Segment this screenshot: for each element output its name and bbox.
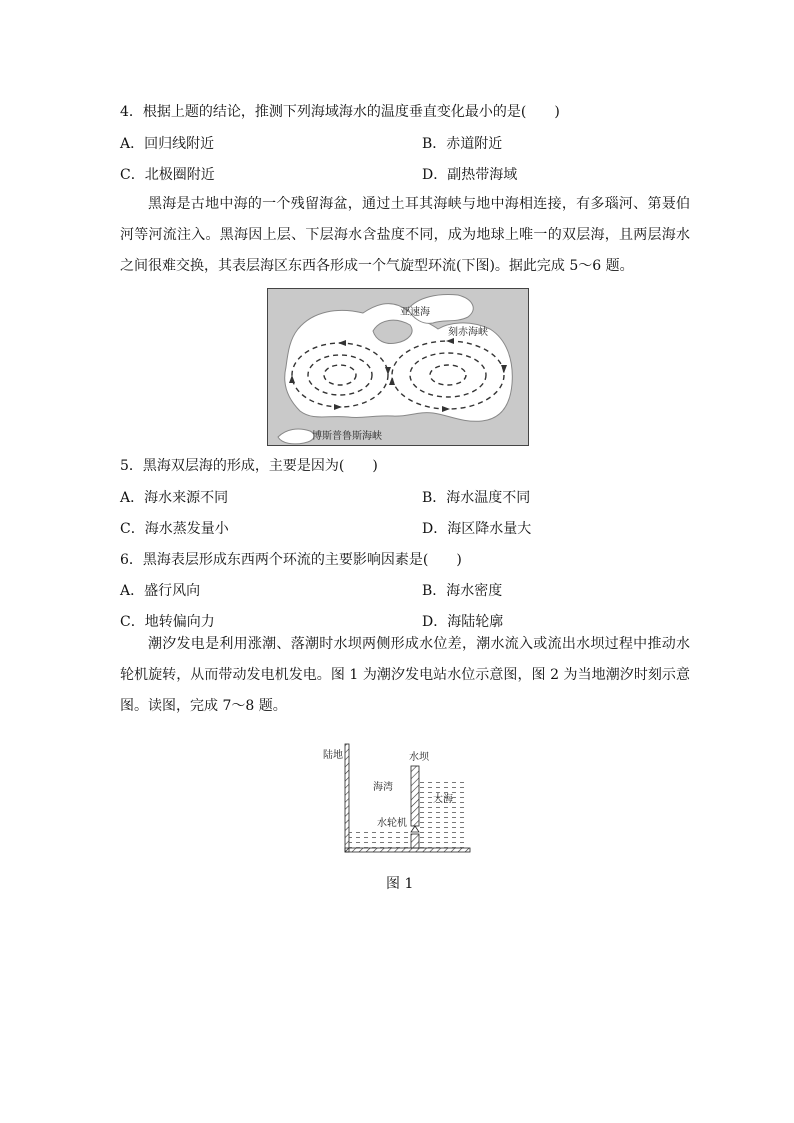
bosporus-strait-label: 博斯普鲁斯海峡: [312, 431, 382, 442]
passage-black-sea: 黑海是古地中海的一个残留海盆，通过土耳其海峡与地中海相连接，有多瑙河、第聂伯河等河流注入。黑海因上层、下层海水含盐度不同，成为地球上唯一的双层海，且两层海水之间很难交换，其表层海区东西各形成一个气旋型环流(下图)。据此完成 5～6 题。: [120, 196, 690, 274]
q5-option-a: A．海水来源不同: [120, 490, 229, 506]
q6-option-d: D．海陆轮廓: [422, 614, 504, 630]
black-sea-map-svg: [268, 289, 528, 445]
q4-option-a: A．回归线附近: [120, 136, 215, 152]
dam-base: [411, 834, 419, 848]
tidal-station-figure: [315, 740, 475, 860]
passage-tidal-power: 潮汐发电是利用涨潮、落潮时水坝两侧形成水位差，潮水流入或流出水坝过程中推动水轮机旋转，从而带动发电机发电。图 1 为潮汐发电站水位示意图，图 2 为当地潮汐时刻示意图。读图，完成 7～8 题。: [120, 636, 690, 714]
marmara-sea-water: [278, 429, 314, 444]
tidal-station-svg: [315, 740, 475, 860]
bay-label: 海湾: [373, 782, 393, 793]
turbine-label: 水轮机: [377, 818, 407, 829]
sea-label: 大海: [433, 794, 453, 805]
q4-option-c: C．北极圈附近: [120, 167, 215, 183]
bay-water: [349, 832, 411, 848]
land-wall: [345, 744, 349, 852]
q5-option-b: B．海水温度不同: [422, 490, 531, 506]
q6-option-b: B．海水密度: [422, 583, 503, 599]
kerch-strait-label: 刻赤海峡: [448, 327, 488, 338]
question-5-stem: 5．黑海双层海的形成，主要是因为( ): [120, 458, 378, 474]
q4-option-b: B．赤道附近: [422, 136, 503, 152]
dam: [411, 766, 419, 826]
question-6-stem: 6．黑海表层形成东西两个环流的主要影响因素是( ): [120, 552, 462, 568]
sea-water: [419, 782, 467, 848]
black-sea-map: [267, 288, 529, 446]
land-label: 陆地: [323, 750, 343, 761]
q5-option-d: D．海区降水量大: [422, 521, 532, 537]
q5-option-c: C．海水蒸发量小: [120, 521, 229, 537]
q6-option-c: C．地转偏向力: [120, 614, 215, 630]
azov-sea-label: 亚速海: [400, 307, 430, 318]
q6-option-a: A．盛行风向: [120, 583, 201, 599]
dam-label: 水坝: [409, 752, 429, 763]
q4-option-d: D．副热带海域: [422, 167, 518, 183]
seabed: [345, 848, 470, 852]
figure-1-caption: 图 1: [386, 876, 414, 892]
turbine-icon: [411, 826, 419, 832]
question-4-stem: 4．根据上题的结论，推测下列海域海水的温度垂直变化最小的是( ): [120, 104, 560, 120]
